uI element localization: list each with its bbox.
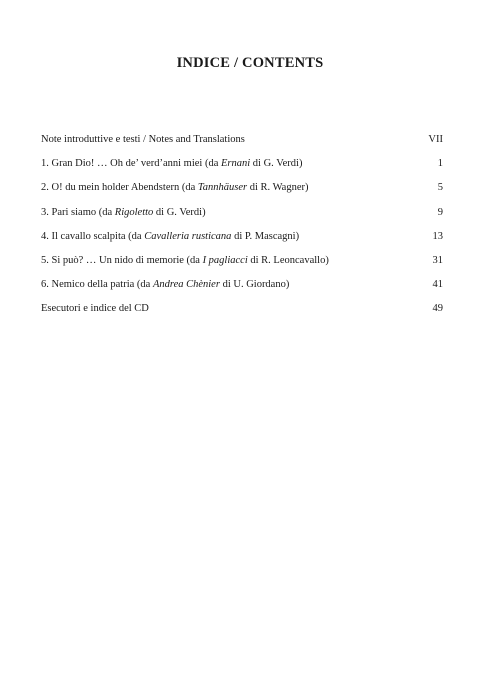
- table-of-contents: [41, 133, 443, 327]
- toc-entry-6: [41, 278, 443, 302]
- toc-entry-page: 1: [437, 158, 443, 170]
- toc-entry-title: 5. Si può? … Un nido di memorie (da I pagliacci di R. Leoncavallo): [41, 254, 329, 266]
- page-title: INDICE / CONTENTS: [176, 55, 324, 71]
- toc-entry-5: [41, 254, 443, 278]
- toc-entry-page: 49: [432, 303, 443, 315]
- toc-entry-2: [41, 181, 443, 205]
- toc-entry-page: 13: [432, 230, 443, 242]
- toc-entry-title: Esecutori e indice del CD: [41, 303, 149, 315]
- toc-entry-page: VII: [428, 134, 443, 145]
- toc-entry-page: 5: [437, 182, 443, 194]
- toc-entry-title: 2. O! du mein holder Abendstern (da Tannhäuser di R. Wagner): [41, 182, 309, 194]
- toc-entry-performers: [41, 302, 443, 326]
- toc-entry-page: 31: [432, 254, 443, 266]
- toc-entry-notes: [41, 133, 443, 157]
- toc-entry-title: 1. Gran Dio! … Oh de’ verd’anni miei (da Ernani di G. Verdi): [41, 158, 303, 170]
- toc-entry-title: 3. Pari siamo (da Rigoletto di G. Verdi): [41, 206, 206, 218]
- toc-entry-title: Note introduttive e testi / Notes and Translations: [41, 134, 245, 145]
- toc-entry-title: 6. Nemico della patria (da Andrea Chènier di U. Giordano): [41, 279, 290, 291]
- toc-entry-page: 41: [432, 279, 443, 291]
- toc-entry-1: [41, 157, 443, 181]
- toc-entry-4: [41, 230, 443, 254]
- toc-entry-3: [41, 206, 443, 230]
- toc-entry-title: 4. Il cavallo scalpita (da Cavalleria rusticana di P. Mascagni): [41, 230, 300, 242]
- toc-entry-page: 9: [437, 206, 443, 218]
